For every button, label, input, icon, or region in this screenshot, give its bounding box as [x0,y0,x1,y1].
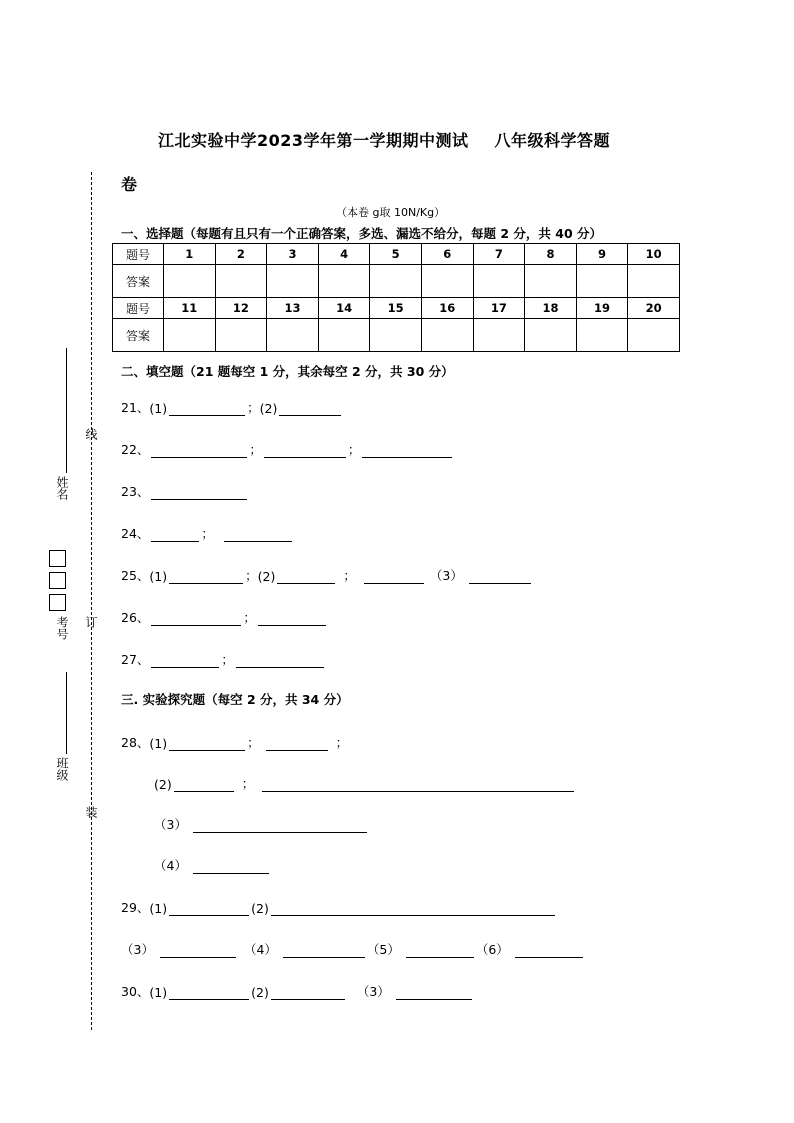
blank[interactable] [169,985,249,1000]
q22-line [121,440,454,458]
answer-cell[interactable] [525,265,577,298]
label-num: 题号 [113,298,164,319]
q29-line1 [121,898,557,916]
q30-p3: （3） [356,984,390,999]
q-num: 15 [370,298,422,319]
q21-line [121,398,343,416]
answer-cell[interactable] [576,265,628,298]
sep: ； [243,610,256,625]
q23-line [121,482,249,500]
sep: ； [247,400,260,415]
table-row [113,244,680,265]
answer-cell[interactable] [267,319,319,352]
q-num: 2 [215,244,267,265]
blank[interactable] [169,401,245,416]
q25-line [121,566,533,584]
q29-p6: （6） [475,942,509,957]
q-num: 20 [628,298,680,319]
blank[interactable] [396,985,472,1000]
table-row [113,319,680,352]
q-num: 6 [421,244,473,265]
blank[interactable] [271,901,555,916]
q-num: 18 [525,298,577,319]
section2-heading: 二、填空题（21 题每空 1 分，其余每空 2 分，共 30 分） [121,364,454,379]
answer-cell[interactable] [525,319,577,352]
title-sub: 八年级科学答题 [494,131,611,150]
label-ans: 答案 [113,265,164,298]
q21-num: 21、 [121,400,150,415]
sep: ； [247,735,260,750]
q-num: 1 [164,244,216,265]
q28-line2 [154,774,576,792]
q28-num: 28、 [121,735,150,750]
q30-p1: (1) [149,985,168,1000]
answer-cell[interactable] [215,319,267,352]
q29-p1: (1) [149,901,168,916]
blank[interactable] [264,443,346,458]
class-label: 班级 [55,757,69,781]
sep: ； [201,526,214,541]
table-row [113,298,680,319]
q-num: 12 [215,298,267,319]
xian-label: 线 [84,428,98,440]
answer-cell[interactable] [473,265,525,298]
q-num: 14 [318,298,370,319]
q-num: 17 [473,298,525,319]
q-num: 5 [370,244,422,265]
answer-cell[interactable] [628,265,680,298]
answer-cell[interactable] [421,265,473,298]
q29-p4: （4） [243,942,277,957]
blank[interactable] [271,985,345,1000]
blank[interactable] [258,611,326,626]
answer-table [112,243,680,352]
exam-no-box[interactable] [49,572,66,589]
q25-p1: (1) [149,569,168,584]
blank[interactable] [151,653,219,668]
q26-line [121,608,328,626]
q-num: 19 [576,298,628,319]
blank[interactable] [169,901,249,916]
title-wrap: 卷 [121,175,138,194]
q27-num: 27、 [121,652,150,667]
blank[interactable] [169,736,245,751]
answer-cell[interactable] [576,319,628,352]
blank[interactable] [277,569,335,584]
zhuang-label: 装 [84,806,98,818]
q28-line3 [154,815,369,833]
answer-cell[interactable] [370,319,422,352]
blank[interactable] [283,943,365,958]
sep: ； [335,735,349,750]
answer-cell[interactable] [473,319,525,352]
exam-no-label: 考号 [55,616,69,640]
name-label: 姓名 [55,476,69,500]
q-num: 9 [576,244,628,265]
answer-cell[interactable] [421,319,473,352]
page-title [158,128,610,151]
blank[interactable] [151,527,199,542]
blank[interactable] [362,443,452,458]
blank[interactable] [151,485,247,500]
q24-num: 24、 [121,526,150,541]
q-num: 11 [164,298,216,319]
answer-cell[interactable] [215,265,267,298]
blank[interactable] [469,569,531,584]
q-num: 16 [421,298,473,319]
q28-p2: (2) [154,777,172,792]
blank[interactable] [160,943,236,958]
q28-line4 [154,856,271,874]
name-field-line[interactable] [66,348,67,473]
blank[interactable] [266,736,328,751]
title-main: 江北实验中学2023学年第一学期期中测试 [158,131,469,150]
answer-cell[interactable] [267,265,319,298]
gravity-note: （本卷 g取 10N/Kg） [336,206,446,219]
answer-cell[interactable] [318,265,370,298]
q28-p1: (1) [149,736,168,751]
answer-cell[interactable] [164,265,216,298]
blank[interactable] [169,569,243,584]
ding-label: 订 [84,616,98,628]
class-field-line[interactable] [66,672,67,754]
blank[interactable] [262,777,574,792]
answer-cell[interactable] [628,319,680,352]
q29-line2 [121,940,585,958]
q29-num: 29、 [121,900,150,915]
blank[interactable] [193,818,367,833]
answer-cell[interactable] [370,265,422,298]
q30-line [121,982,474,1000]
sep: ； [347,442,361,457]
q25-p2: (2) [257,569,276,584]
q26-num: 26、 [121,610,150,625]
q27-line [121,650,326,668]
q-num: 10 [628,244,680,265]
section3-heading: 三. 实验探究题（每空 2 分，共 34 分） [121,692,349,707]
section1-heading: 一、选择题（每题有且只有一个正确答案，多选、漏选不给分，每题 2 分，共 40 分） [121,226,603,241]
blank[interactable] [151,611,241,626]
q-num: 4 [318,244,370,265]
q29-p5: （5） [366,942,400,957]
q25-p3: （3） [429,568,463,583]
blank[interactable] [151,443,247,458]
q-num: 3 [267,244,319,265]
q-num: 8 [525,244,577,265]
q21-p2: (2) [259,401,278,416]
blank[interactable] [193,859,269,874]
sep: ； [245,568,258,583]
blank[interactable] [406,943,474,958]
blank[interactable] [174,777,234,792]
q24-line [121,524,294,542]
sep: ； [221,652,234,667]
label-num: 题号 [113,244,164,265]
binding-dashed-line [91,172,92,1030]
sep: ； [249,442,262,457]
answer-cell[interactable] [318,319,370,352]
q29-p2: (2) [251,901,269,916]
sep: ； [343,568,356,583]
blank[interactable] [236,653,324,668]
table-row [113,265,680,298]
q-num: 13 [267,298,319,319]
blank[interactable] [515,943,583,958]
q28-p4: （4） [154,858,187,873]
blank[interactable] [279,401,341,416]
blank[interactable] [364,569,424,584]
sep: ； [241,776,255,791]
label-ans: 答案 [113,319,164,352]
q29-p3: （3） [121,942,154,957]
q30-p2: (2) [251,985,269,1000]
exam-no-box[interactable] [49,594,66,611]
q22-num: 22、 [121,442,150,457]
q30-num: 30、 [121,984,150,999]
q25-num: 25、 [121,568,150,583]
q21-p1: (1) [149,401,168,416]
q23-num: 23、 [121,484,150,499]
q-num: 7 [473,244,525,265]
answer-cell[interactable] [164,319,216,352]
q28-p3: （3） [154,817,187,832]
exam-no-box[interactable] [49,550,66,567]
q28-line1 [121,733,348,751]
blank[interactable] [224,527,292,542]
